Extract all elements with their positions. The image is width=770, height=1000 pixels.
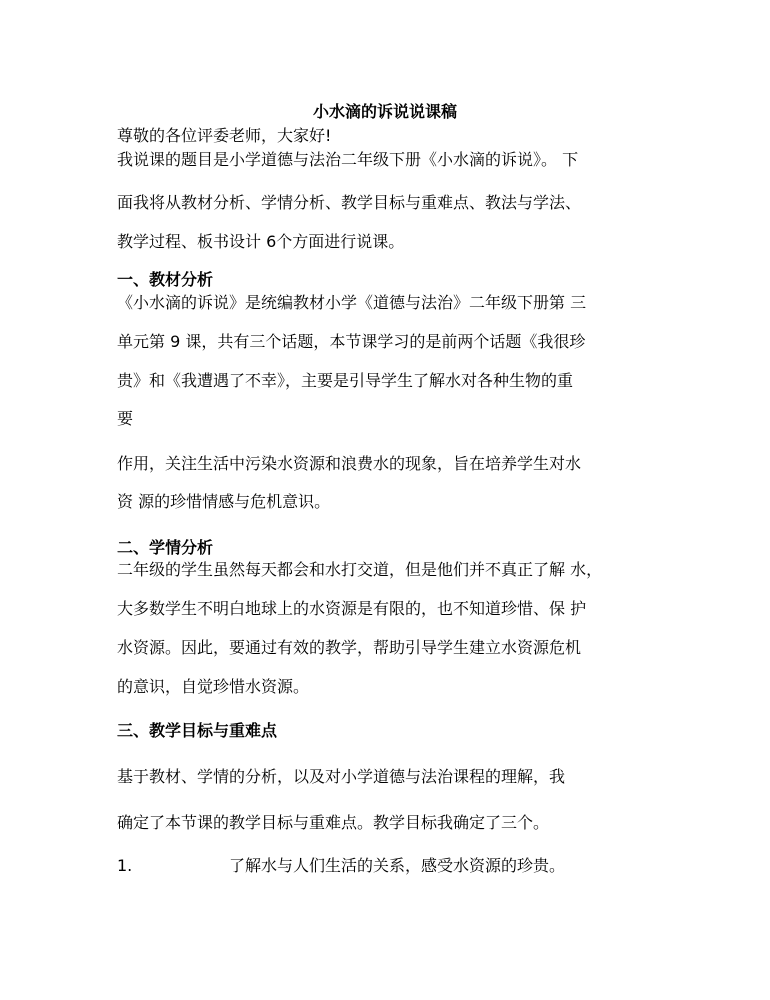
- section1-line-2: 单元第 9 课，共有三个话题，本节课学习的是前两个话题《我很珍: [117, 332, 586, 351]
- section2-line-1: 二年级的学生虽然每天都会和水打交道，但是他们并不真正了解 水，: [117, 560, 603, 579]
- section3-line-2: 确定了本节课的教学目标与重难点。教学目标我确定了三个。: [117, 813, 550, 832]
- section1-line-5: 作用，关注生活中污染水资源和浪费水的现象，旨在培养学生对水: [117, 454, 582, 473]
- list-item-number: 1.: [117, 856, 133, 875]
- section1-line-1: 《小水滴的诉说》是统编教材小学《道德与法治》二年级下册第 三: [117, 293, 587, 312]
- intro-line-3: 教学过程、板书设计 6个方面进行说课。: [117, 232, 405, 251]
- section-heading-3: 三、教学目标与重难点: [117, 721, 278, 740]
- section3-line-1: 基于教材、学情的分析，以及对小学道德与法治课程的理解，我: [117, 767, 566, 786]
- intro-line-2: 面我将从教材分析、学情分析、教学目标与重难点、教法与学法、: [117, 193, 582, 212]
- section2-line-4: 的意识，自觉珍惜水资源。: [117, 677, 310, 696]
- section1-line-4: 要: [117, 409, 134, 428]
- section-heading-2: 二、学情分析: [117, 538, 214, 557]
- intro-line-1: 我说课的题目是小学道德与法治二年级下册《小水滴的诉说》。 下: [117, 150, 579, 169]
- list-item: [0, 856, 770, 876]
- section2-line-3: 水资源。因此，要通过有效的教学，帮助引导学生建立水资源危机: [117, 638, 582, 657]
- section1-line-3: 贵》和《我遭遇了不幸》，主要是引导学生了解水对各种生物的重: [117, 371, 574, 390]
- section1-line-6: 资 源的珍惜情感与危机意识。: [117, 492, 331, 511]
- document-title: 小水滴的诉说说课稿: [312, 102, 457, 121]
- list-item-text: 了解水与人们生活的关系，感受水资源的珍贵。: [229, 856, 566, 875]
- greeting: 尊敬的各位评委老师，大家好!: [117, 126, 332, 145]
- section-heading-1: 一、教材分析: [117, 270, 214, 289]
- section2-line-2: 大多数学生不明白地球上的水资源是有限的，也不知道珍惜、保 护: [117, 599, 587, 618]
